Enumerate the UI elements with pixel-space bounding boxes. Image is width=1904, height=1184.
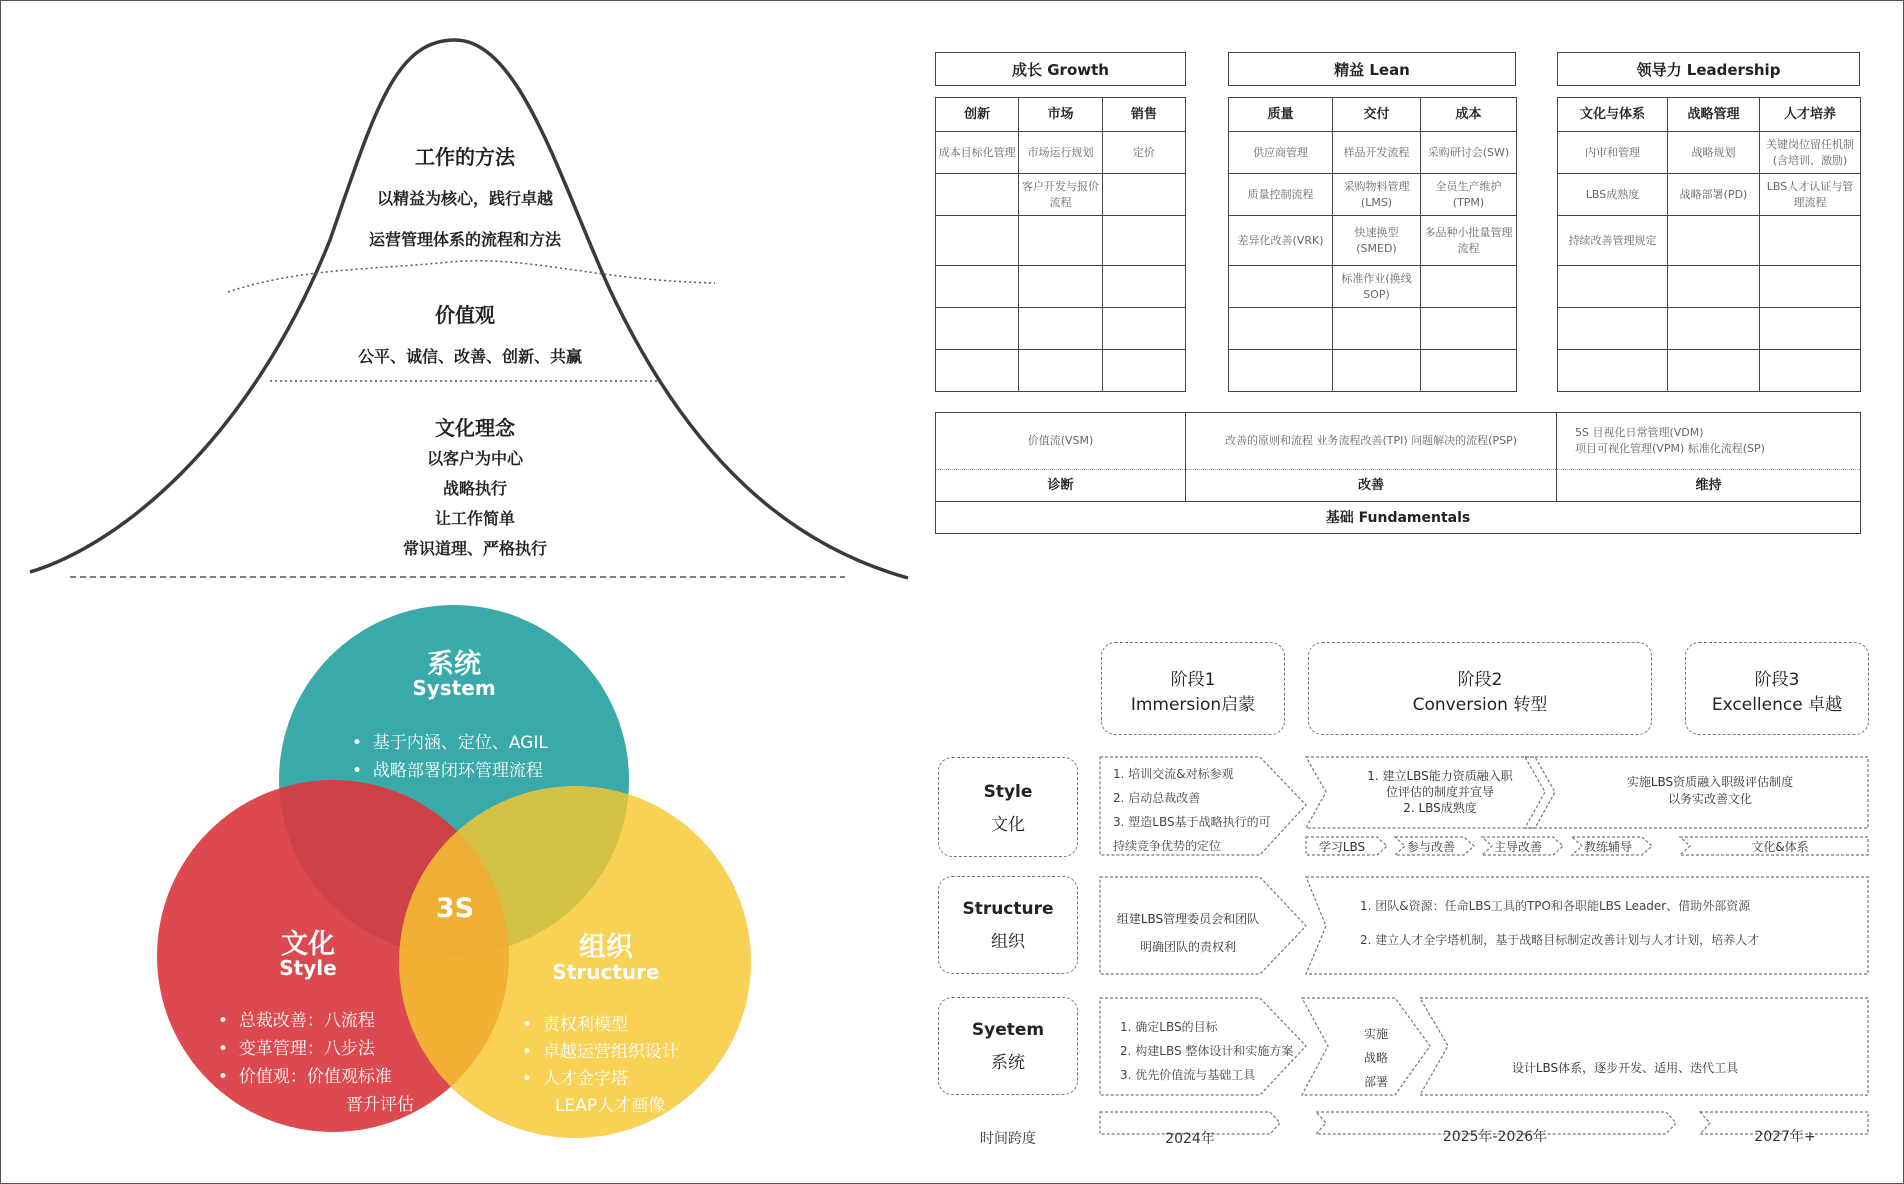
tool-cell (1229, 266, 1333, 308)
tool-cell (1102, 174, 1185, 216)
phase-1-header: 阶段1 Immersion启蒙 (1101, 642, 1285, 735)
tool-cell (1421, 308, 1517, 350)
values-line: 公平、诚信、改善、创新、共赢 (357, 347, 582, 366)
system-bullet-1: • 基于内涵、定位、AGIL (352, 733, 548, 753)
tool-cell: LBS人才认证与管理流程 (1760, 174, 1861, 216)
tool-cell (1102, 216, 1185, 266)
tool-cell (1668, 308, 1760, 350)
style-step-2: 参与改善 (1406, 840, 1455, 854)
tool-cell: 快速换型(SMED) (1333, 216, 1421, 266)
tool-cell: 市场运行规划 (1019, 132, 1102, 174)
pillar-growth-title: 成长 Growth (935, 52, 1186, 86)
timeline-2024: 2024年 (1165, 1131, 1215, 1147)
tool-cell: 定价 (1102, 132, 1185, 174)
system-phase2-text: 实施 战略 部署 (1363, 1027, 1388, 1089)
row-label-structure: Structure 组织 (938, 876, 1078, 974)
tool-cell: 多品种小批量管理流程 (1421, 216, 1517, 266)
col-header: 创新 (936, 98, 1019, 132)
methods-line-1: 以精益为核心，践行卓越 (376, 189, 553, 208)
tool-cell: 质量控制流程 (1229, 174, 1333, 216)
tool-cell: LBS成熟度 (1558, 174, 1668, 216)
mountain-diagram (0, 0, 930, 590)
structure-phase2-item-2: 2. 建立人才全字塔机制，基于战略目标制定改善计划与人才计划，培养人才 (1360, 933, 1760, 947)
style-bullet-1: • 总裁改善：八流程 (218, 1011, 375, 1031)
structure-bullet-1: • 责权利模型 (522, 1015, 628, 1035)
style-step-3: 主导改善 (1493, 840, 1542, 854)
style-step-4: 教练辅导 (1583, 840, 1632, 854)
col-header: 销售 (1102, 98, 1185, 132)
methods-line-2: 运营管理体系的流程和方法 (368, 230, 561, 249)
mountain-wavy-divider (228, 261, 715, 292)
col-header: 战略管理 (1668, 98, 1760, 132)
tool-cell (1102, 266, 1185, 308)
tool-cell (1668, 266, 1760, 308)
methods-title: 工作的方法 (415, 145, 515, 169)
system-title: 系统 (427, 649, 481, 680)
tool-cell: 采购物料管理(LMS) (1333, 174, 1421, 216)
style-title: 文化 (281, 929, 335, 960)
tool-cell (936, 350, 1019, 392)
tool-cell (936, 216, 1019, 266)
fund-label-improve: 改善 (1186, 470, 1557, 502)
tool-cell (1421, 266, 1517, 308)
tool-cell (936, 308, 1019, 350)
style-phase3-text: 实施LBS资质融入职级评估制度 以务实改善文化 (1626, 775, 1794, 806)
style-bullet-3-cont: 晋升评估 (346, 1095, 414, 1115)
structure-phase2-arrow (1306, 877, 1868, 974)
structure-bullet-2: • 卓越运营组织设计 (522, 1042, 679, 1062)
col-header: 成本 (1421, 98, 1517, 132)
tool-cell (1668, 216, 1760, 266)
system-phase1-item-3: 3. 优先价值流与基础工具 (1120, 1068, 1256, 1082)
system-phase1-item-1: 1. 确定LBS的目标 (1120, 1020, 1218, 1034)
tool-cell: 关键岗位留任机制(含培训、激励) (1760, 132, 1861, 174)
tool-cell (1019, 350, 1102, 392)
col-header: 质量 (1229, 98, 1333, 132)
style-phase1-item-1: 1. 培训交流&对标参观 (1113, 767, 1234, 781)
style-subtitle: Style (279, 956, 337, 980)
pillar-lean-table (1228, 97, 1517, 392)
system-phase1-item-2: 2. 构建LBS 整体设计和实施方案 (1120, 1044, 1294, 1058)
tool-cell (936, 266, 1019, 308)
structure-phase1-text: 组建LBS管理委员会和团队 明确团队的责权利 (1116, 912, 1260, 954)
fund-sustain-tools: 5S 目视化日常管理(VDM) 项目可视化管理(VPM) 标准化流程(SP) (1557, 413, 1861, 470)
style-phase2-text: 1. 建立LBS能力资质融入职 位评估的制度并宣导 2. LBS成熟度 (1367, 769, 1513, 815)
col-header: 文化与体系 (1558, 98, 1668, 132)
structure-bullet-3: • 人才金字塔 (522, 1069, 628, 1089)
system-phase3-text: 设计LBS体系，逐步开发、适用、迭代工具 (1511, 1061, 1739, 1075)
tool-cell: 持续改善管理规定 (1558, 216, 1668, 266)
tool-cell (1558, 308, 1668, 350)
tool-cell: 战略规划 (1668, 132, 1760, 174)
center-3s-label: 3S (435, 893, 475, 924)
tool-cell (1019, 266, 1102, 308)
timeline-label: 时间跨度 (980, 1131, 1036, 1147)
fund-improve-tools: 改善的原则和流程 业务流程改善(TPI) 问题解决的流程(PSP) (1186, 413, 1557, 470)
tool-cell (936, 174, 1019, 216)
system-subtitle: System (412, 676, 496, 700)
culture-title: 文化理念 (435, 416, 515, 440)
tool-cell (1102, 350, 1185, 392)
style-step-5: 文化&体系 (1751, 840, 1809, 854)
tool-cell: 全员生产维护(TPM) (1421, 174, 1517, 216)
timeline-2027: 2027年+ (1754, 1129, 1816, 1145)
timeline-2025-2026: 2025年-2026年 (1442, 1129, 1548, 1145)
pillar-leadership-title: 领导力 Leadership (1557, 52, 1860, 86)
system-phase3-arrow (1420, 998, 1868, 1095)
fund-label-diagnose: 诊断 (936, 470, 1186, 502)
style-bullet-3: • 价值观：价值观标准 (218, 1067, 392, 1087)
col-header: 市场 (1019, 98, 1102, 132)
tool-cell (1558, 266, 1668, 308)
style-step-1: 学习LBS (1318, 840, 1366, 854)
culture-line-2: 战略执行 (442, 479, 507, 498)
tool-cell: 样品开发流程 (1333, 132, 1421, 174)
tool-cell (1019, 308, 1102, 350)
tool-cell (1333, 350, 1421, 392)
tool-cell (1333, 308, 1421, 350)
structure-bullet-4: LEAP人才画像 (555, 1096, 666, 1116)
fundamentals-table (935, 412, 1861, 534)
tool-cell: 供应商管理 (1229, 132, 1333, 174)
style-phase1-item-3: 3. 塑造LBS基于战略执行的可 (1113, 815, 1271, 829)
style-phase1-item-2: 2. 启动总裁改善 (1113, 791, 1201, 805)
fund-diagnose-tools: 价值流(VSM) (936, 413, 1186, 470)
pillar-lean-title: 精益 Lean (1228, 52, 1516, 86)
tool-cell (1760, 266, 1861, 308)
structure-phase2-item-1: 1. 团队&资源：任命LBS工具的TPO和各职能LBS Leader、借助外部资源 (1360, 899, 1751, 913)
col-header: 交付 (1333, 98, 1421, 132)
pillar-growth-table (935, 97, 1186, 392)
tool-cell: 成本目标化管理 (936, 132, 1019, 174)
tool-cell: 差异化改善(VRK) (1229, 216, 1333, 266)
phase-2-header: 阶段2 Conversion 转型 (1308, 642, 1652, 735)
system-bullet-2: • 战略部署闭环管理流程 (352, 761, 543, 781)
tool-cell: 客户开发与报价流程 (1019, 174, 1102, 216)
culture-line-3: 让工作简单 (434, 509, 515, 528)
tool-cell (1102, 308, 1185, 350)
style-bullet-2: • 变革管理：八步法 (218, 1039, 375, 1059)
structure-title: 组织 (579, 932, 633, 963)
tool-cell: 战略部署(PD) (1668, 174, 1760, 216)
tool-cell (1019, 216, 1102, 266)
tool-cell: 采购研讨会(SW) (1421, 132, 1517, 174)
tool-cell (1229, 308, 1333, 350)
tool-cell (1668, 350, 1760, 392)
structure-subtitle: Structure (552, 960, 660, 984)
tool-cell (1760, 216, 1861, 266)
values-title: 价值观 (435, 303, 495, 327)
fundamentals-title: 基础 Fundamentals (936, 502, 1861, 534)
style-phase1-item-3b: 持续竞争优势的定位 (1113, 839, 1222, 853)
fund-label-sustain: 维持 (1557, 470, 1861, 502)
tool-cell (1229, 350, 1333, 392)
row-label-style: Style 文化 (938, 757, 1078, 857)
culture-line-1: 以客户为中心 (426, 449, 523, 468)
tool-cell: 标准作业(换线SOP) (1333, 266, 1421, 308)
row-label-system: Syetem 系统 (938, 997, 1078, 1095)
tool-cell: 内审和管理 (1558, 132, 1668, 174)
tool-cell (1760, 308, 1861, 350)
culture-line-4: 常识道理、严格执行 (402, 539, 547, 558)
tool-cell (1558, 350, 1668, 392)
tool-cell (1760, 350, 1861, 392)
phase-3-header: 阶段3 Excellence 卓越 (1685, 642, 1869, 735)
pillar-leadership-table (1557, 97, 1861, 392)
tool-cell (1421, 350, 1517, 392)
col-header: 人才培养 (1760, 98, 1861, 132)
